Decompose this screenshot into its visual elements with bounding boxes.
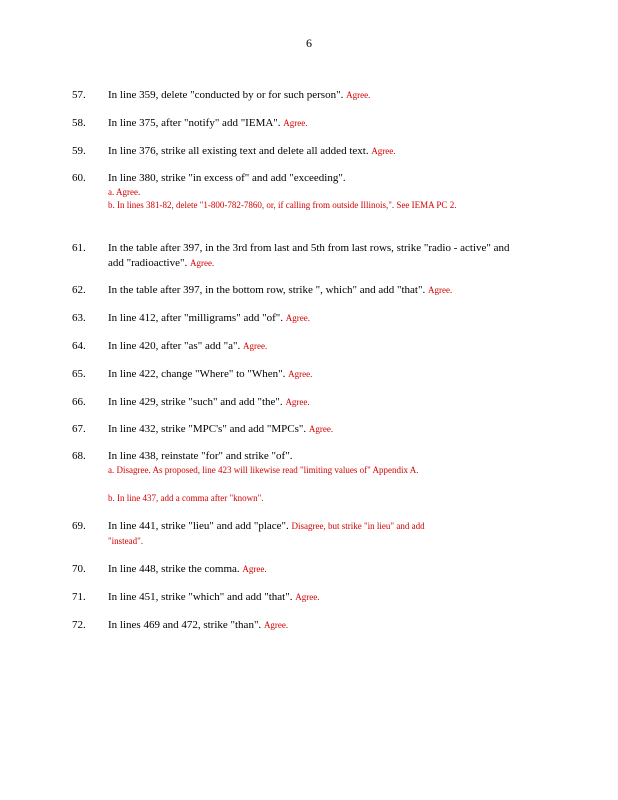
list-item: 59. In line 376, strike all existing text and delete all added text. Agree. (72, 145, 396, 157)
page-number: 6 (306, 36, 312, 50)
list-item: 60. In line 380, strike "in excess of" and add "exceeding". (72, 172, 346, 184)
subnote: a. Disagree. As proposed, line 423 will likewise read "limiting values of" Appendix A. (108, 465, 419, 475)
subnote: b. In line 437, add a comma after "known". (108, 493, 264, 503)
subnote: b. In lines 381-82, delete "1-800-782-7860, or, if calling from outside Illinois,". See IEMA PC 2. (108, 200, 457, 210)
subnote: a. Agree. (108, 187, 141, 197)
subnote: "instead". (108, 536, 144, 546)
list-item: 61. In the table after 397, in the 3rd from last and 5th from last rows, strike "radio - active" and (72, 242, 510, 254)
list-item: 66. In line 429, strike "such" and add "the". Agree. (72, 396, 310, 408)
list-item: add "radioactive". Agree. (108, 257, 215, 269)
list-item: 63. In line 412, after "milligrams" add "of". Agree. (72, 312, 310, 324)
list-item: 69. In line 441, strike "lieu" and add "place". Disagree, but strike "in lieu" and add (72, 520, 425, 532)
list-item: 67. In line 432, strike "MPC's" and add "MPCs". Agree. (72, 423, 334, 435)
list-item: 64. In line 420, after "as" add "a". Agree. (72, 340, 268, 352)
list-item: 62. In the table after 397, in the bottom row, strike ", which" and add "that". Agree. (72, 284, 453, 296)
list-item: 57. In line 359, delete "conducted by or for such person". Agree. (72, 89, 371, 101)
list-item: 71. In line 451, strike "which" and add "that". Agree. (72, 591, 320, 603)
list-item: 58. In line 375, after "notify" add "IEMA". Agree. (72, 117, 308, 129)
list-item: 68. In line 438, reinstate "for" and strike "of". (72, 450, 293, 462)
list-item: 72. In lines 469 and 472, strike "than". Agree. (72, 619, 289, 631)
list-item: 70. In line 448, strike the comma. Agree. (72, 563, 267, 575)
list-item: 65. In line 422, change "Where" to "When". Agree. (72, 368, 313, 380)
